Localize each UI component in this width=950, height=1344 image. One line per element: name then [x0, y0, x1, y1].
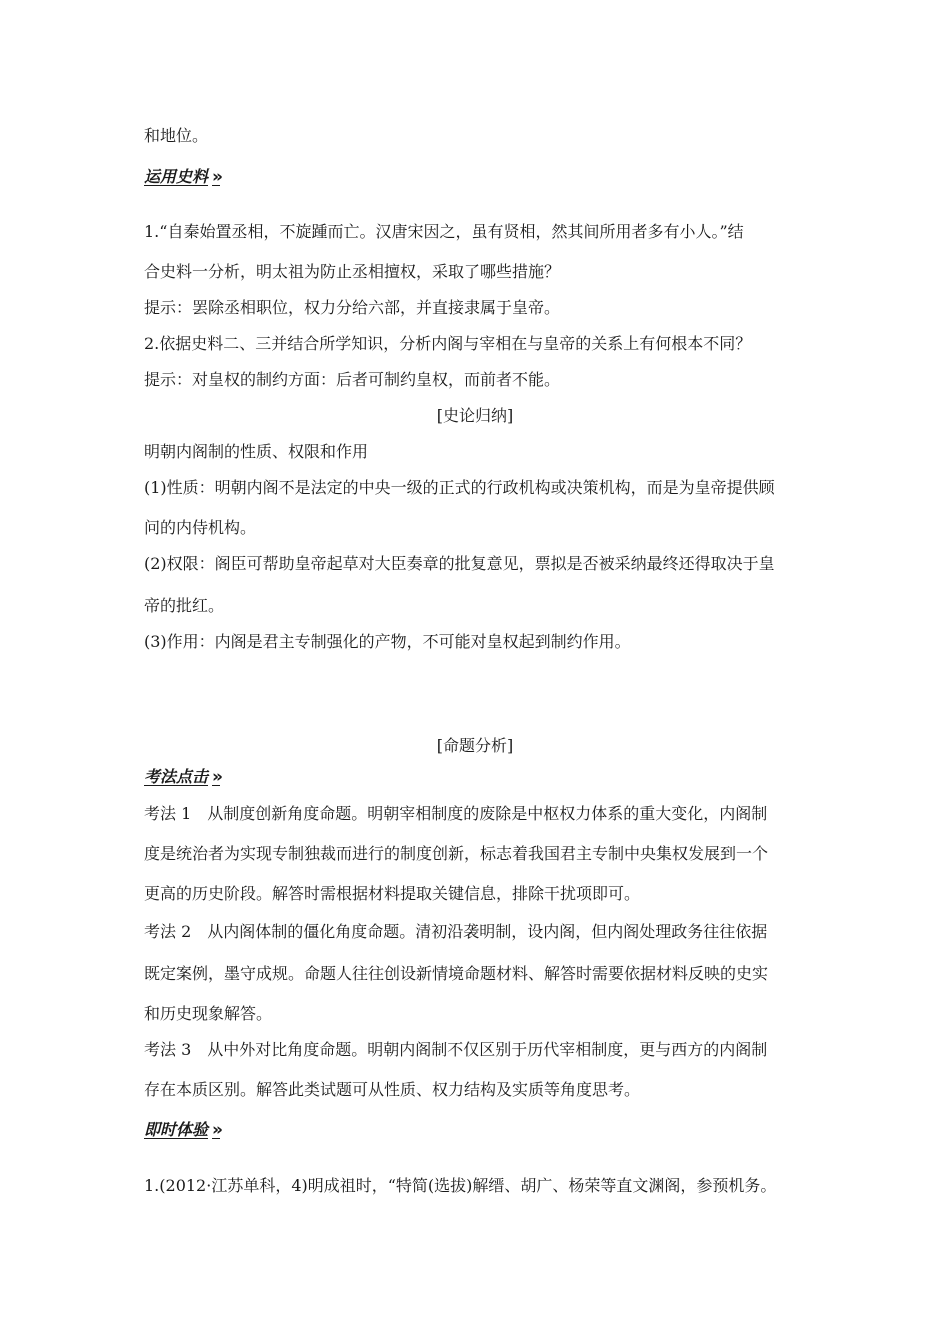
method-1-line-1: 考法 1 从制度创新角度命题。明朝宰相制度的废除是中枢权力体系的重大变化，内阁制 [144, 804, 768, 823]
heading-practice [144, 1120, 220, 1140]
summary-role: (3)作用：内阁是君主专制强化的产物，不可能对皇权起到制约作用。 [144, 632, 631, 651]
method-1-line-2: 度是统治者为实现专制独裁而进行的制度创新，标志着我国君主专制中央集权发展到一个 [144, 844, 769, 863]
summary-power-line-2: 帝的批红。 [144, 596, 225, 615]
method-1-line-3: 更高的历史阶段。解答时需根据材料提取关键信息，排除干扰项即可。 [144, 884, 641, 903]
method-2-line-3: 和历史现象解答。 [144, 1004, 273, 1023]
method-3-line-2: 存在本质区别。解答此类试题可从性质、权力结构及实质等角度思考。 [144, 1080, 641, 1099]
heading-label: 即时体验 [144, 1120, 209, 1139]
summary-nature-line-2: 问的内侍机构。 [144, 518, 257, 537]
double-chevron-right-icon: » [212, 167, 220, 187]
heading-use-sources [144, 167, 220, 187]
summary-power-line-1: (2)权限：阁臣可帮助皇帝起草对大臣奏章的批复意见，票拟是否被采纳最终还得取决于皇 [144, 554, 775, 573]
method-3-line-1: 考法 3 从中外对比角度命题。明朝内阁制不仅区别于历代宰相制度，更与西方的内阁制 [144, 1040, 768, 1059]
hint-1: 提示：罢除丞相职位，权力分给六部，并直接隶属于皇帝。 [144, 298, 561, 317]
heading-exam-points [144, 767, 220, 787]
heading-label: 考法点击 [144, 767, 209, 786]
intro-tail: 和地位。 [144, 126, 209, 145]
summary-subtitle: 明朝内阁制的性质、权限和作用 [144, 442, 369, 461]
double-chevron-right-icon: » [212, 767, 220, 787]
double-chevron-right-icon: » [212, 1120, 220, 1140]
practice-question-1: 1.(2012·江苏单科，4)明成祖时，“特简(选拔)解缙、胡广、杨荣等直文渊阁，参预机务。 [144, 1176, 777, 1195]
hint-2: 提示：对皇权的制约方面：后者可制约皇权，而前者不能。 [144, 370, 561, 389]
question-1-line-1: 1.“自秦始置丞相，不旋踵而亡。汉唐宋因之，虽有贤相，然其间所用者多有小人。”结 [144, 222, 744, 241]
analysis-title: [命题分析] [436, 736, 514, 755]
question-2: 2.依据史料二、三并结合所学知识，分析内阁与宰相在与皇帝的关系上有何根本不同？ [144, 334, 752, 353]
summary-title: [史论归纳] [436, 406, 514, 425]
method-2-line-1: 考法 2 从内阁体制的僵化角度命题。清初沿袭明制，设内阁，但内阁处理政务往往依据 [144, 922, 768, 941]
question-1-line-2: 合史料一分析，明太祖为防止丞相擅权，采取了哪些措施？ [144, 262, 561, 281]
heading-label: 运用史料 [144, 167, 209, 186]
summary-nature-line-1: (1)性质：明朝内阁不是法定的中央一级的正式的行政机构或决策机构，而是为皇帝提供顾 [144, 478, 775, 497]
method-2-line-2: 既定案例，墨守成规。命题人往往创设新情境命题材料、解答时需要依据材料反映的史实 [144, 964, 769, 983]
